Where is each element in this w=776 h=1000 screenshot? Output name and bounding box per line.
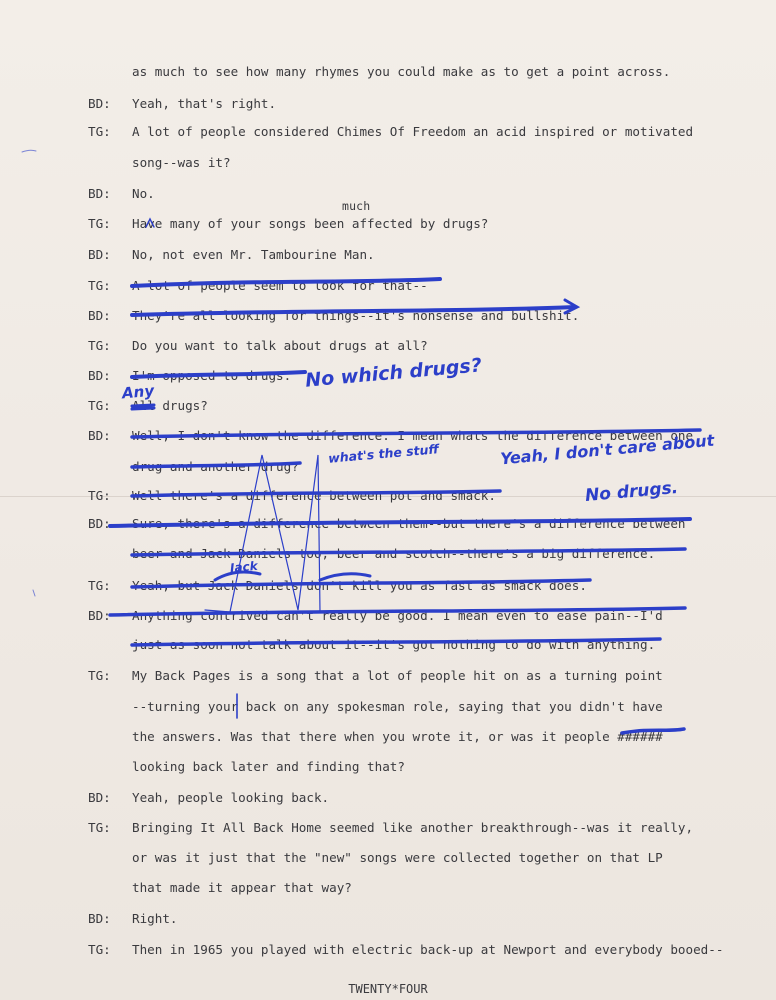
speaker: TG:	[88, 578, 111, 593]
line-text: I'm opposed to drugs.	[132, 368, 292, 383]
line-text: Then in 1965 you played with electric back-up at Newport and everybody booed--	[132, 942, 724, 957]
speaker: TG:	[88, 398, 111, 413]
line-text: or was it just that the "new" songs were collected together on that LP	[132, 850, 663, 865]
line-text: Yeah, people looking back.	[132, 790, 330, 805]
handwriting-yeah: Yeah, I don't care about	[499, 430, 715, 469]
speaker: BD:	[88, 911, 111, 926]
line-text: drug and another drug?	[132, 459, 299, 474]
line-text: as much to see how many rhymes you could make as to get a point across.	[132, 64, 671, 79]
line-text: looking back later and finding that?	[132, 759, 405, 774]
handwriting-the-stuff: what's the stuff	[327, 441, 440, 466]
line-text: A lot of people seem to look for that--	[132, 278, 428, 293]
inserted-word: much	[342, 199, 371, 213]
speaker: TG:	[88, 668, 111, 683]
speaker: TG:	[88, 216, 111, 231]
line-text: song--was it?	[132, 155, 231, 170]
line-text: Bringing It All Back Home seemed like another breakthrough--was it really,	[132, 820, 694, 835]
line-text: the answers. Was that there when you wrote it, or was it people ######	[132, 729, 663, 744]
line-text: A lot of people considered Chimes Of Freedom an acid inspired or motivated	[132, 124, 694, 139]
line-text: Yeah, but Jack Daniels don't kill you as fast as smack does.	[132, 578, 587, 593]
line-text: beer and Jack Daniels too, beer and scotch--there's a big difference.	[132, 546, 656, 561]
speaker: BD:	[88, 368, 111, 383]
line-text: Anything contrived can't really be good. I mean even to ease pain--I'd	[132, 608, 663, 623]
speaker: TG:	[88, 820, 111, 835]
line-text: All drugs?	[132, 398, 208, 413]
line-text: just as soon not talk about it--it's got nothing to do with anything.	[132, 637, 656, 652]
line-text: No, not even Mr. Tambourine Man.	[132, 247, 375, 262]
speaker: BD:	[88, 790, 111, 805]
line-text: Sure, there's a difference between them--but there's a difference between	[132, 516, 686, 531]
speaker: BD:	[88, 428, 111, 443]
speaker: BD:	[88, 96, 111, 111]
speaker: BD:	[88, 247, 111, 262]
page-number: TWENTY*FOUR	[348, 982, 428, 996]
line-text: --turning your back on any spokesman role, saying that you didn't have	[132, 699, 663, 714]
line-text: Well, I don't know the difference. I mean whats the difference between one	[132, 428, 694, 443]
speaker: TG:	[88, 124, 111, 139]
line-text: Well there's a difference between pot and smack.	[132, 488, 496, 503]
handwriting-crossed-small: Jack	[229, 558, 259, 576]
handwriting-any: Any	[121, 381, 155, 403]
handwriting-which-drugs: No which drugs?	[304, 354, 483, 392]
line-text: Yeah, that's right.	[132, 96, 277, 111]
line-text: No.	[132, 186, 155, 201]
line-text: that made it appear that way?	[132, 880, 352, 895]
line-text: They're all looking for things--it's nonsense and bullshit.	[132, 308, 580, 323]
speaker: TG:	[88, 338, 111, 353]
line-text: My Back Pages is a song that a lot of people hit on as a turning point	[132, 668, 663, 683]
handwriting-no-drugs: No drugs.	[584, 477, 679, 507]
speaker: TG:	[88, 488, 111, 503]
speaker: BD:	[88, 516, 111, 531]
speaker: TG:	[88, 942, 111, 957]
line-text: Do you want to talk about drugs at all?	[132, 338, 428, 353]
line-text: Right.	[132, 911, 178, 926]
speaker: BD:	[88, 608, 111, 623]
speaker: BD:	[88, 186, 111, 201]
speaker: BD:	[88, 308, 111, 323]
line-text: Have many of your songs been affected by drugs?	[132, 216, 489, 231]
speaker: TG:	[88, 278, 111, 293]
